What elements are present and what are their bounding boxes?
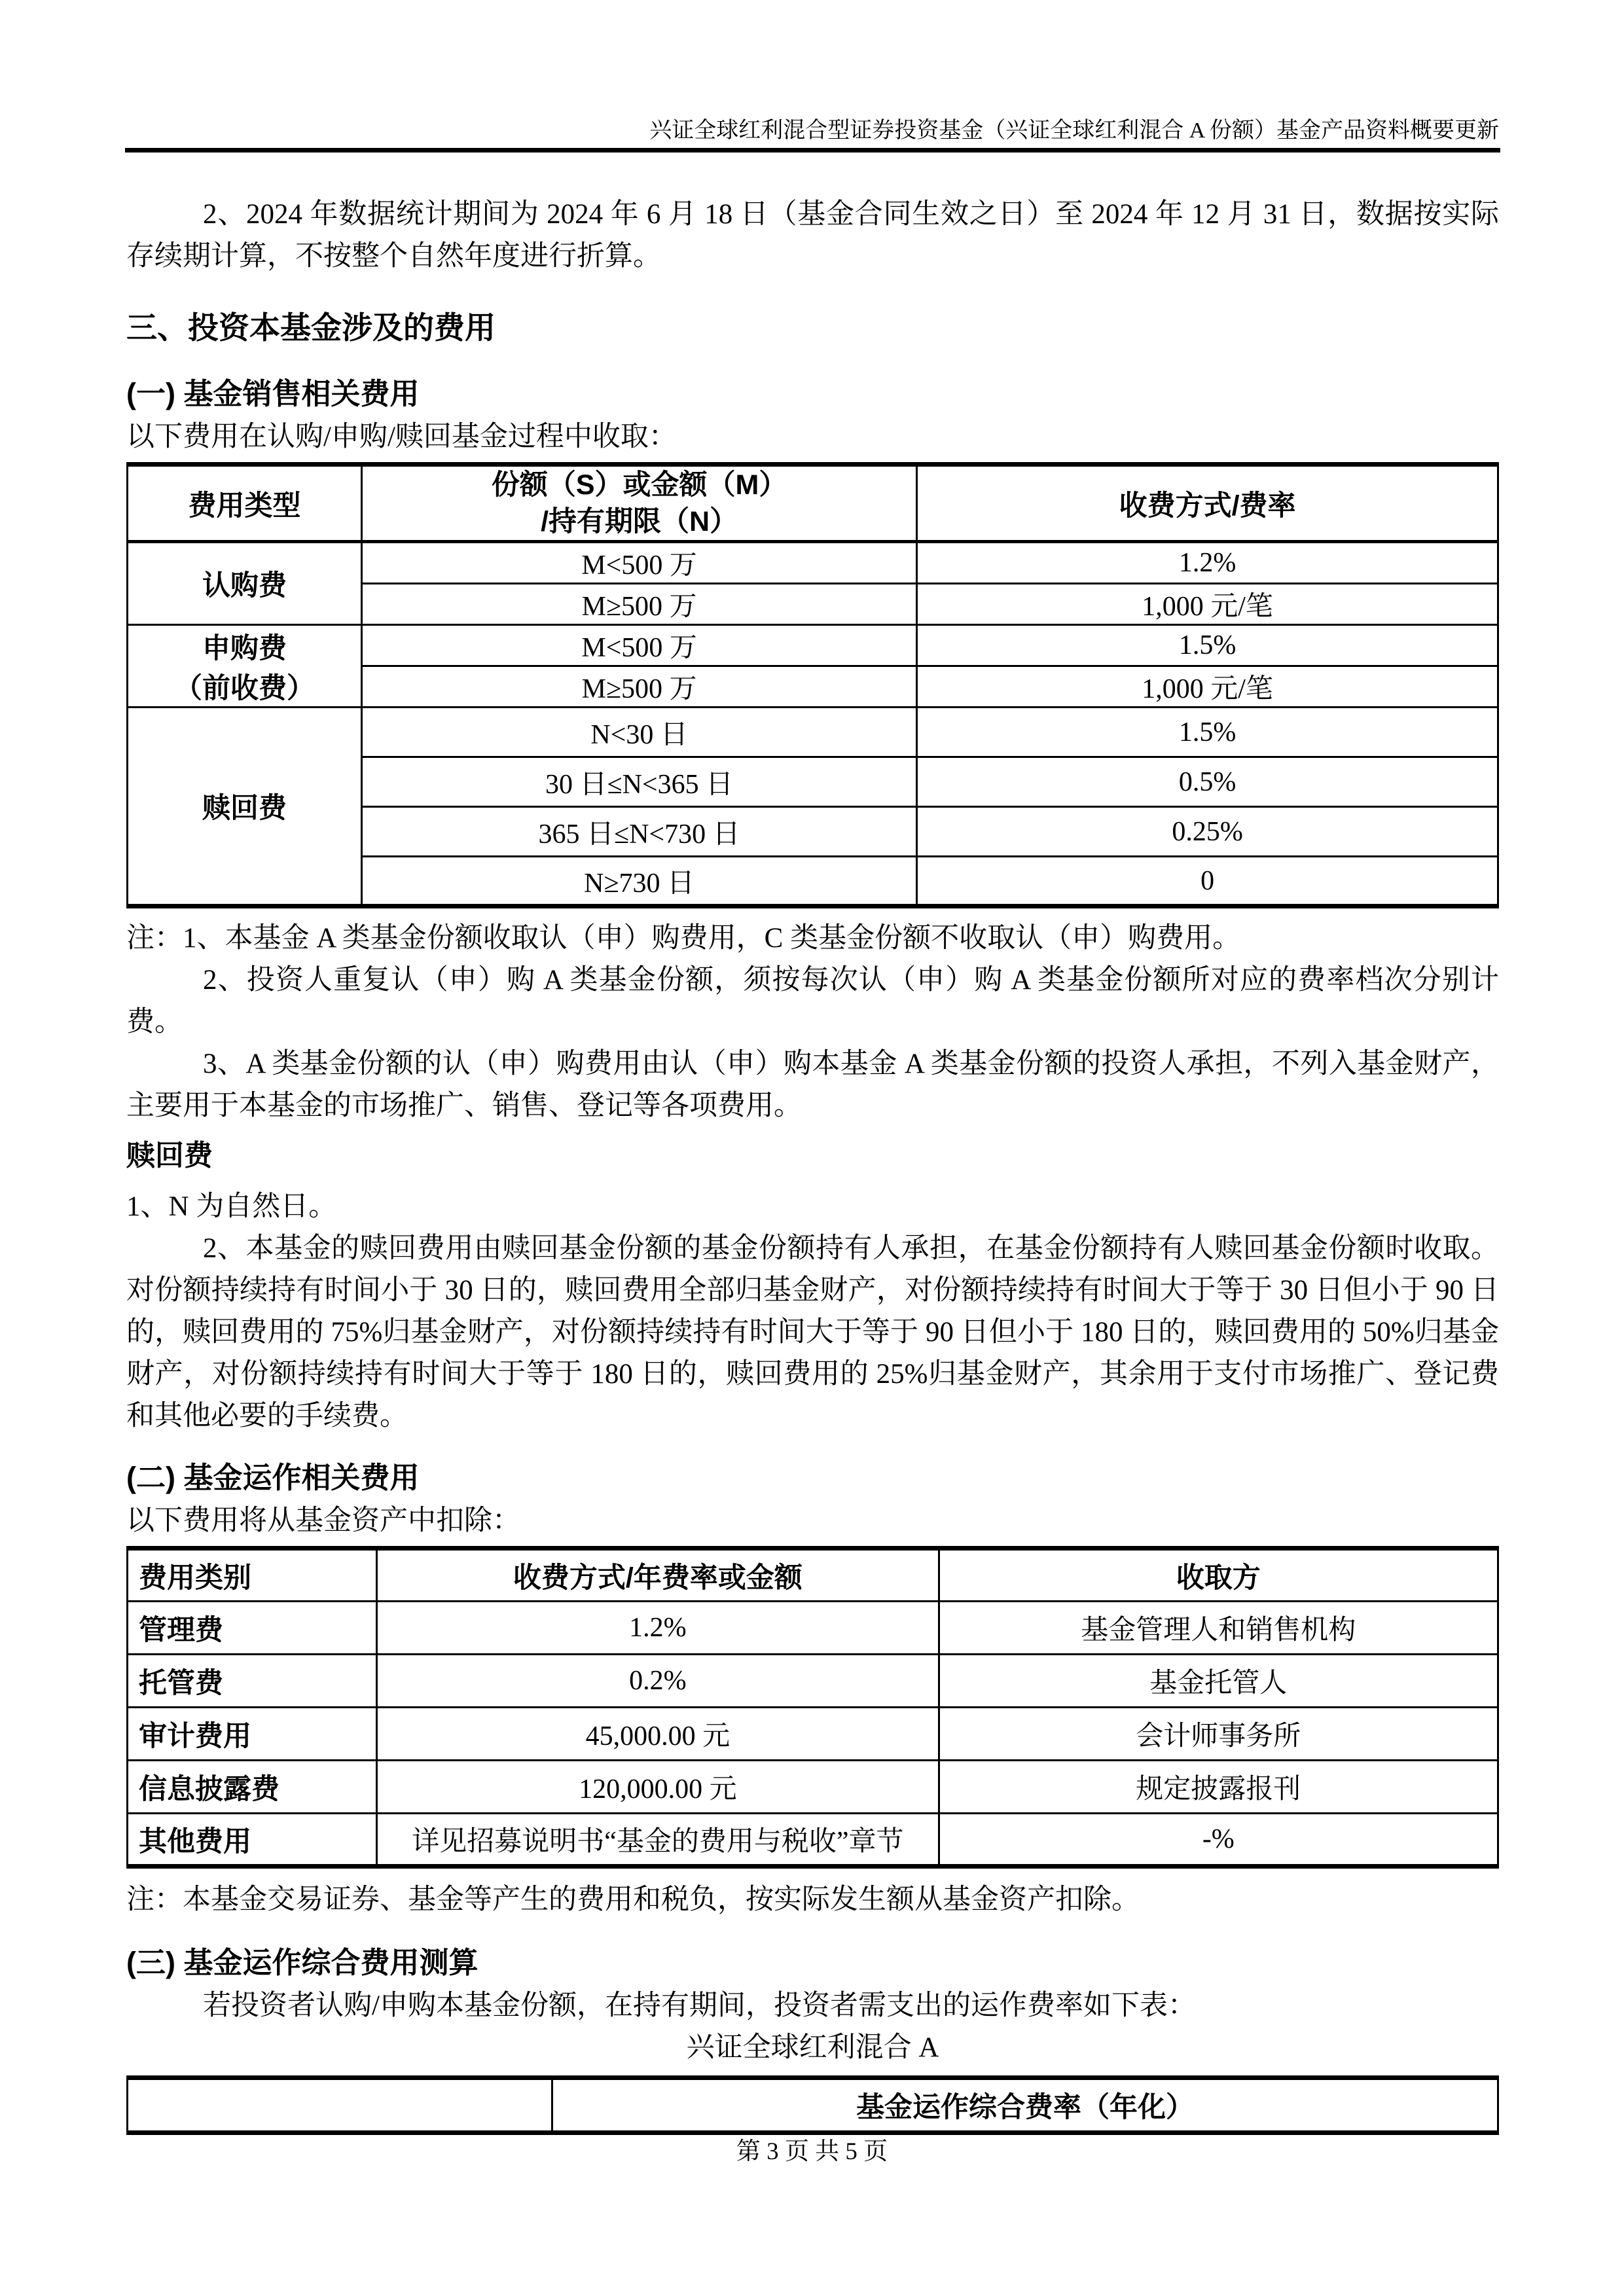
header-cell-fee-type: 费用类型 [128, 465, 362, 542]
purchase-label-line2: （前收费） [174, 672, 316, 704]
row-label-disclosure: 信息披露费 [128, 1761, 377, 1814]
empty-header-cell [128, 2078, 552, 2133]
table-row [128, 542, 1498, 584]
row-label-custody: 托管费 [128, 1655, 377, 1708]
rate-cell: 1.5% [917, 708, 1498, 757]
header-rule [125, 148, 1500, 152]
sales-fees-title: (一) 基金销售相关费用 [126, 377, 420, 410]
comprehensive-title: (三) 基金运作综合费用测算 [126, 1946, 478, 1979]
rate-cell: 1.2% [917, 542, 1498, 584]
sales-fees-table [126, 462, 1499, 908]
sales-fees-notes [126, 918, 1499, 1127]
recipient-cell: 规定披露报刊 [939, 1761, 1498, 1814]
page-number: 第 3 页 共 5 页 [736, 2138, 888, 2165]
table-row [128, 708, 1498, 757]
table-row [128, 1761, 1498, 1814]
header-cell-method: 收费方式/费率 [917, 465, 1498, 542]
condition-cell: M≥500 万 [362, 666, 917, 708]
header-cell-recipient: 收取方 [939, 1549, 1498, 1602]
header-cell-fee-category: 费用类别 [128, 1549, 377, 1602]
rate-cell: 0 [917, 857, 1498, 906]
comprehensive-fee-table [126, 2075, 1499, 2135]
header-amount-line2: /持有期限（N） [541, 506, 738, 537]
table-header-row [128, 2078, 1498, 2133]
group-label-subscription: 认购费 [128, 542, 362, 625]
purchase-label-line1: 申购费 [202, 632, 287, 664]
condition-cell: N<30 日 [362, 708, 917, 757]
operation-fees-title: (二) 基金运作相关费用 [126, 1461, 420, 1494]
condition-cell: 30 日≤N<365 日 [362, 757, 917, 807]
rate-cell: 0.2% [377, 1655, 939, 1708]
rate-cell: 120,000.00 元 [377, 1761, 939, 1814]
rate-cell: 1,000 元/笔 [917, 666, 1498, 708]
table-row [128, 625, 1498, 666]
rate-cell: 0.25% [917, 807, 1498, 857]
header-cell-annualized-fee: 基金运作综合费率（年化） [552, 2078, 1498, 2133]
rate-cell: 1.5% [917, 625, 1498, 666]
rate-cell: 详见招募说明书“基金的费用与税收”章节 [377, 1814, 939, 1867]
fund-name-caption: 兴证全球红利混合 A [686, 2032, 939, 2063]
note-3: 3、A 类基金份额的认（申）购费用由认（申）购本基金 A 类基金份额的投资人承担，不列入基金财产，主要用于本基金的市场推广、销售、登记等各项费用。 [126, 1049, 1499, 1121]
row-label-other: 其他费用 [128, 1814, 377, 1867]
sales-fees-lead: 以下费用在认购/申购/赎回基金过程中收取： [126, 422, 677, 452]
group-label-purchase [128, 625, 362, 708]
page-header-title: 兴证全球红利混合型证券投资基金（兴证全球红利混合 A 份额）基金产品资料概要更新 [649, 118, 1499, 143]
condition-cell: M<500 万 [362, 625, 917, 666]
rate-cell: 45,000.00 元 [377, 1708, 939, 1761]
operation-fees-table [126, 1546, 1499, 1869]
header-amount-line1: 份额（S）或金额（M） [491, 469, 787, 501]
condition-cell: 365 日≤N<730 日 [362, 807, 917, 857]
row-label-management: 管理费 [128, 1602, 377, 1655]
row-label-audit: 审计费用 [128, 1708, 377, 1761]
page-content [126, 194, 1499, 2135]
redemption-item-1: 1、N 为自然日。 [126, 1191, 337, 1222]
section-three-title: 三、投资本基金涉及的费用 [126, 310, 496, 345]
recipient-cell: 基金托管人 [939, 1655, 1498, 1708]
group-label-redemption: 赎回费 [128, 708, 362, 906]
stat-period-paragraph: 2、2024 年数据统计期间为 2024 年 6 月 18 日（基金合同生效之日）至 2024 年 12 月 31 日，数据按实际存续期计算，不按整个自然年度进行折算。 [126, 199, 1499, 272]
redemption-item-2: 2、本基金的赎回费用由赎回基金份额的基金份额持有人承担，在基金份额持有人赎回基金份额时收取。对份额持续持有时间小于 30 日的，赎回费用全部归基金财产，对份额持续持有时间大于等于 30 日但小于 90 日的，赎回费用的 75%归基金财产，对份额持续持有时间大于等于 90 日但小于 180 日的，赎回费用的 50%归基金财产，对份额持续持有时间大于等于 180 日的，赎回费用的 25%归基金财产，其余用于支付市场推广、登记费和其他必要的手续费。 [126, 1233, 1499, 1431]
recipient-cell: 基金管理人和销售机构 [939, 1602, 1498, 1655]
operation-fees-note: 注：本基金交易证券、基金等产生的费用和税负，按实际发生额从基金资产扣除。 [126, 1884, 1140, 1915]
table-row [128, 1708, 1498, 1761]
header-cell-rate: 收费方式/年费率或金额 [377, 1549, 939, 1602]
rate-cell: 0.5% [917, 757, 1498, 807]
table-header-row [128, 1549, 1498, 1602]
recipient-cell: -% [939, 1814, 1498, 1867]
rate-cell: 1.2% [377, 1602, 939, 1655]
redemption-heading: 赎回费 [126, 1139, 213, 1172]
table-header-row [128, 465, 1498, 542]
table-row [128, 1655, 1498, 1708]
condition-cell: M<500 万 [362, 542, 917, 584]
note-2: 2、投资人重复认（申）购 A 类基金份额，须按每次认（申）购 A 类基金份额所对应的费率档次分别计费。 [126, 965, 1499, 1037]
condition-cell: M≥500 万 [362, 584, 917, 625]
header-cell-amount [362, 465, 917, 542]
recipient-cell: 会计师事务所 [939, 1708, 1498, 1761]
note-1: 注：1、本基金 A 类基金份额收取认（申）购费用，C 类基金份额不收取认（申）购费用。 [126, 923, 1241, 954]
condition-cell: N≥730 日 [362, 857, 917, 906]
rate-cell: 1,000 元/笔 [917, 584, 1498, 625]
table-row [128, 1602, 1498, 1655]
table-row [128, 1814, 1498, 1867]
comprehensive-lead: 若投资者认购/申购本基金份额，在持有期间，投资者需支出的运作费率如下表： [203, 1990, 1196, 2021]
operation-fees-lead: 以下费用将从基金资产中扣除： [126, 1505, 520, 1536]
